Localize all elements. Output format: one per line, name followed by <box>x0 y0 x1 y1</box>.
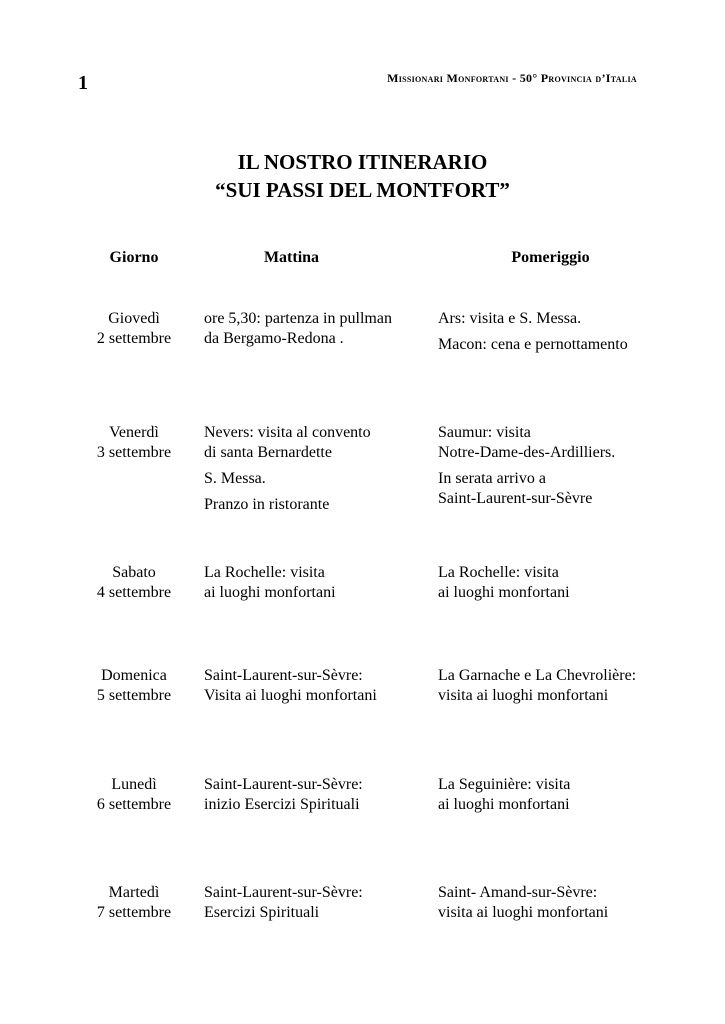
day-cell <box>66 563 202 603</box>
activity-text: La Seguinière: visita ai luoghi monfortani <box>438 776 571 813</box>
afternoon-cell <box>438 309 678 355</box>
activity-text: Saint-Laurent-sur-Sèvre: inizio Esercizi Spirituali <box>204 776 363 813</box>
column-header-morning: Mattina <box>263 249 320 266</box>
activity-text: Saint-Laurent-sur-Sèvre: Visita ai luoghi monfortani <box>204 667 377 704</box>
activity-text: La Garnache e La Chevrolière: visita ai luoghi monfortani <box>438 667 637 704</box>
morning-cell <box>204 775 429 815</box>
activity-text: S. Messa. <box>204 470 266 487</box>
activity-text: Macon: cena e pernottamento <box>438 336 628 353</box>
column-header-afternoon: Pomeriggio <box>511 249 590 266</box>
date: 4 settembre <box>96 584 172 601</box>
day-cell <box>66 666 202 706</box>
title-line-2: “SUI PASSI DEL MONTFORT” <box>215 178 510 202</box>
afternoon-cell <box>438 563 678 603</box>
morning-cell <box>204 563 429 603</box>
morning-cell <box>204 309 429 349</box>
afternoon-cell <box>438 666 678 706</box>
day-cell <box>66 883 202 923</box>
weekday: Venerdì <box>109 424 159 441</box>
afternoon-cell <box>438 883 678 923</box>
weekday: Giovedì <box>108 310 160 327</box>
date: 6 settembre <box>96 796 172 813</box>
morning-cell <box>204 883 429 923</box>
activity-text: Saumur: visita Notre-Dame-des-Ardilliers. <box>438 424 616 461</box>
date: 5 settembre <box>96 687 172 704</box>
day-cell <box>66 775 202 815</box>
activity-text: Saint-Laurent-sur-Sèvre: Esercizi Spirituali <box>204 884 363 921</box>
day-cell <box>66 309 202 349</box>
activity-text: Ars: visita e S. Messa. <box>438 310 582 327</box>
weekday: Sabato <box>112 564 156 581</box>
activity-text: La Rochelle: visita ai luoghi monfortani <box>438 564 570 601</box>
weekday: Martedì <box>108 884 160 901</box>
page-number: 1 <box>78 72 88 94</box>
date: 3 settembre <box>96 444 172 461</box>
afternoon-cell <box>438 775 678 815</box>
activity-text: Nevers: visita al convento di santa Bernardette <box>204 424 371 461</box>
morning-cell <box>204 666 429 706</box>
date: 2 settembre <box>96 330 172 347</box>
weekday: Lunedì <box>111 776 157 793</box>
morning-cell <box>204 423 429 515</box>
day-cell <box>66 423 202 463</box>
weekday: Domenica <box>101 667 167 684</box>
activity-text: Saint- Amand-sur-Sèvre: visita ai luoghi monfortani <box>438 884 609 921</box>
activity-text: In serata arrivo a Saint-Laurent-sur-Sèvre <box>438 470 593 507</box>
activity-text: La Rochelle: visita ai luoghi monfortani <box>204 564 336 601</box>
activity-text: Pranzo in ristorante <box>204 496 330 513</box>
activity-text: ore 5,30: partenza in pullman da Bergamo-Redona . <box>204 310 392 347</box>
date: 7 settembre <box>96 904 172 921</box>
afternoon-cell <box>438 423 678 509</box>
running-header: Missionari Monfortani - 50° Provincia d’Italia <box>387 71 637 85</box>
title-line-1: IL NOSTRO ITINERARIO <box>237 150 488 174</box>
column-header-day: Giorno <box>109 249 159 266</box>
document-title <box>0 148 725 204</box>
